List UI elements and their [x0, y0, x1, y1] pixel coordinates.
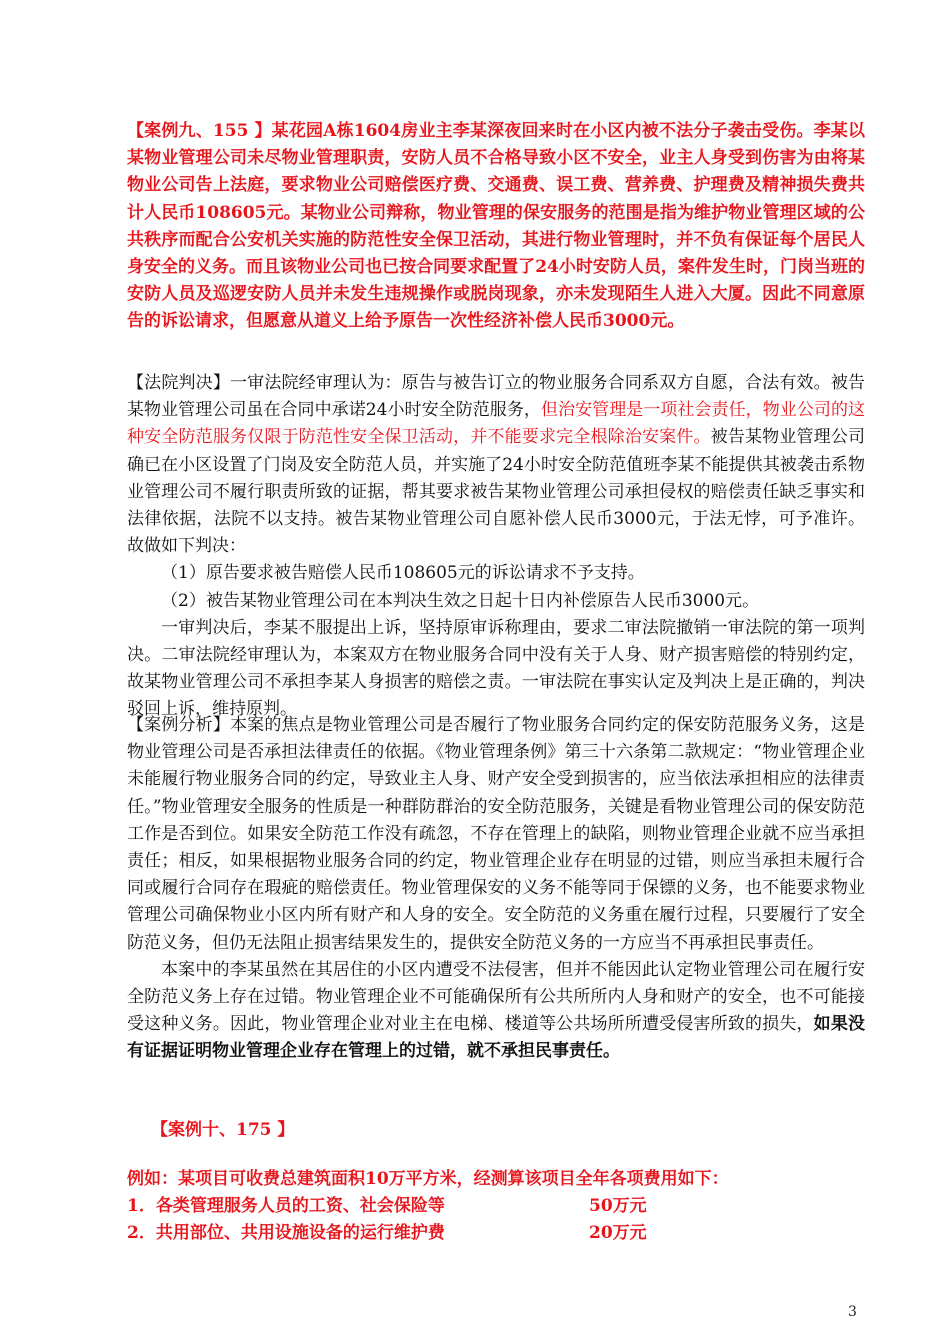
- case9-paragraph: [127, 118, 865, 336]
- fee-item-label: 1．各类管理服务人员的工资、社会保险等: [127, 1196, 445, 1216]
- analysis-paragraph-2: [127, 957, 865, 1066]
- example-intro: 例如：某项目可收费总建筑面积10万平方米，经测算该项目全年各项费用如下：: [127, 1169, 729, 1189]
- judgment-item-1: （1）原告要求被告赔偿人民币108605元的诉讼请求不予支持。: [161, 563, 645, 584]
- fee-example-section: [127, 1166, 865, 1247]
- case10-title: 【案例十、175 】: [151, 1120, 295, 1140]
- fee-item-amount: 20万元: [589, 1223, 647, 1243]
- case-analysis-section: [127, 712, 865, 1066]
- fee-item-label: 2．共用部位、共用设施设备的运行维护费: [127, 1223, 445, 1243]
- case9-text: 【案例九、155 】某花园A栋1604房业主李某深夜回来时在小区内被不法分子袭击受伤。李某以某物业管理公司未尽物业管理职责，安防人员不合格导致小区不安全，业主人身受到伤害为由将某物业公司告上法庭，要求物业公司赔偿医疗费、交通费、误工费、营养费、护理费及精神损失费共计人民币108605元。某物业公司辩称，物业管理的保安服务的范围是指为维护物业管理区域的公共秩序而配合公安机关实施的防范性安全保卫活动，其进行物业管理时，并不负有保证每个居民人身安全的义务。而且该物业公司也已按合同要求配置了24小时安防人员，案件发生时，门岗当班的安防人员及巡逻安防人员并未发生违规操作或脱岗现象，亦未发现陌生人进入大厦。因此不同意原告的诉讼请求，但愿意从道义上给予原告一次性经济补偿人民币3000元。: [127, 121, 865, 332]
- fee-row: [127, 1220, 865, 1247]
- analysis-bold-conclusion: 如果没有证据证明物业管理企业存在管理上的过错，就不承担民事责任。: [127, 1014, 866, 1062]
- fee-row: [127, 1193, 865, 1220]
- fee-item-amount: 50万元: [589, 1196, 647, 1216]
- appeal-paragraph: 一审判决后，李某不服提出上诉，坚持原审诉称理由，要求二审法院撤销一审法院的第一项判决。二审法院经审理认为，本案双方在物业服务合同中没有关于人身、财产损害赔偿的特别约定，故某物业管理公司不承担李某人身损害的赔偿之责。一审法院在事实认定及判决上是正确的，判决驳回上诉，维持原判。: [127, 617, 865, 720]
- court-judgment-section: [127, 370, 865, 724]
- judgment-text-part1: 【法院判决】一审法院经审理认为：原告与被告订立的物业服务合同系双方自愿，合法有效。被告某物业管理公司虽在合同中承诺24小时安全防范服务，: [127, 373, 865, 421]
- page-number: 3: [848, 1304, 857, 1320]
- judgment-item-2: （2）被告某物业管理公司在本判决生效之日起十日内补偿原告人民币3000元。: [161, 590, 760, 611]
- judgment-text-red: 但治安管理是一项社会责任，物业公司的这种安全防范服务仅限于防范性安全保卫活动，并不能要求完全根除治安案件。: [127, 400, 865, 448]
- judgment-paragraph: [127, 370, 865, 560]
- analysis-text: 本案中的李某虽然在其居住的小区内遭受不法侵害，但并不能因此认定物业管理公司在履行安全防范义务上存在过错。物业管理企业不可能确保所有公共所所内人身和财产的安全，也不可能接受这种义务。因此，物业管理企业对业主在电梯、楼道等公共场所所遭受侵害所致的损失，: [127, 959, 865, 1035]
- judgment-text-part3: 被告某物业管理公司确已在小区设置了门岗及安全防范人员，并实施了24小时安全防范值班李某不能提供其被袭击系物业管理公司不履行职责所致的证据，帮其要求被告某物业管理公司承担侵权的赔偿责任缺乏事实和法律依据，法院不以支持。被告某物业管理公司自愿补偿人民币3000元，于法无悖，可予准许。故做如下判决：: [127, 427, 866, 557]
- analysis-paragraph-1: 【案例分析】本案的焦点是物业管理公司是否履行了物业服务合同约定的保安防范服务义务，这是物业管理公司是否承担法律责任的依据。《物业管理条例》第三十六条第二款规定：“物业管理企业未能履行物业服务合同的约定，导致业主人身、财产安全受到损害的，应当依法承担相应的法律责任。”物业管理安全服务的性质是一种群防群治的安全防范服务，关键是看物业管理公司的保安防范工作是否到位。如果安全防范工作没有疏忽，不存在管理上的缺陷，则物业管理企业就不应当承担责任；相反，如果根据物业服务合同的约定，物业管理企业存在明显的过错，则应当承担未履行合同或履行合同存在瑕疵的赔偿责任。物业管理保安的义务不能等同于保镖的义务，也不能要求物业管理公司确保物业小区内所有财产和人身的安全。安全防范的义务重在履行过程，只要履行了安全防范义务，但仍无法阻止损害结果发生的，提供安全防范义务的一方应当不再承担民事责任。: [127, 715, 865, 953]
